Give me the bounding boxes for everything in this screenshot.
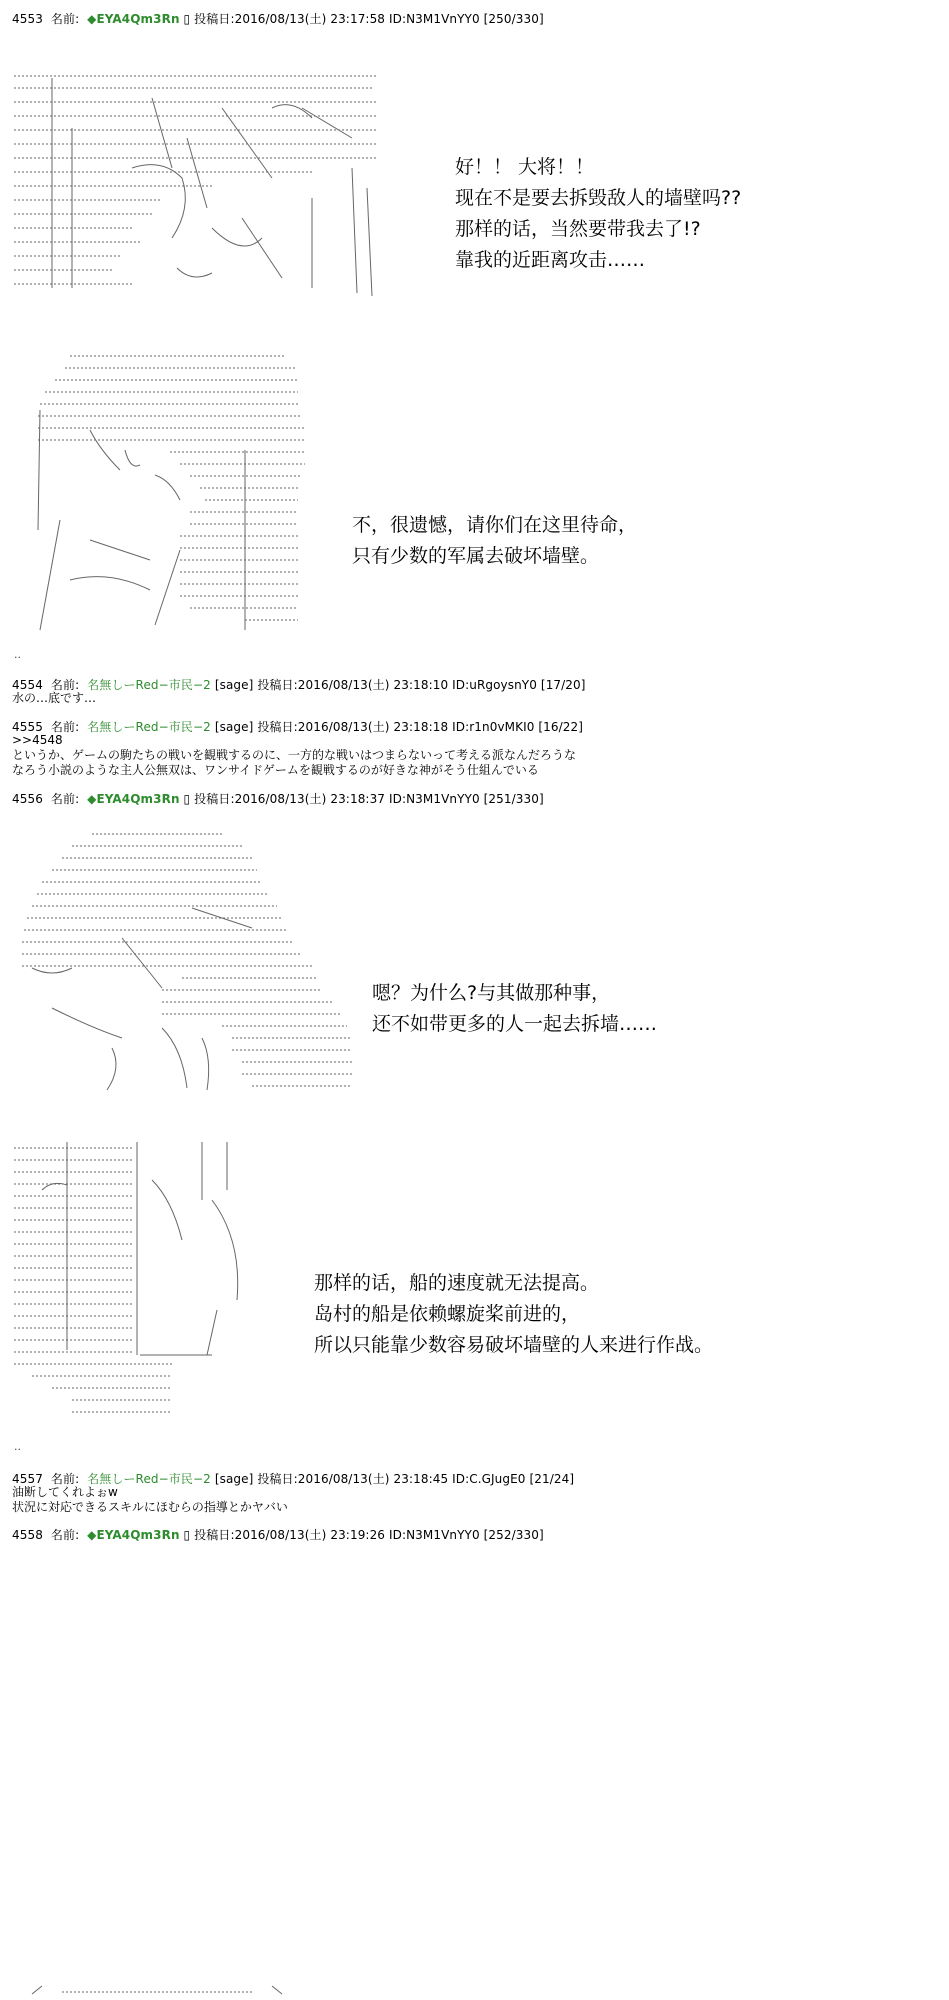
caption-4 — [314, 1268, 713, 1361]
post-header-4554 — [12, 676, 586, 693]
name-label: 名前: — [50, 1528, 80, 1542]
post-date: 投稿日:2016/08/13(土) 23:18:45 — [257, 1472, 449, 1486]
sage-tag: [sage] — [214, 678, 254, 692]
post-count: [252/330] — [483, 1528, 544, 1542]
caption-line: 现在不是要去拆毁敌人的墙壁吗?? — [455, 187, 742, 209]
reply-anchor-link[interactable]: >>4548 — [12, 733, 63, 747]
ascii-art-1 — [12, 68, 382, 308]
name-label: 名前: — [50, 720, 80, 734]
post-id[interactable]: ID:uRgoysnY0 — [452, 678, 537, 692]
post-line: 水の…底です… — [12, 691, 97, 705]
sage-tag: [sage] — [214, 720, 254, 734]
mail-icon[interactable]: ▯ — [183, 12, 191, 26]
separator-dots: .. — [14, 1440, 21, 1453]
caption-3 — [372, 978, 657, 1040]
mail-icon[interactable]: ▯ — [183, 792, 191, 806]
post-count: [21/24] — [529, 1472, 575, 1486]
post-header-4553 — [12, 10, 544, 27]
name-label: 名前: — [50, 1472, 80, 1486]
caption-line: 还不如带更多的人一起去拆墙…… — [372, 1013, 658, 1035]
caption-line: 岛村的船是依赖螺旋桨前进的， — [314, 1303, 581, 1325]
post-body-4557 — [12, 1485, 288, 1515]
ascii-art-3 — [12, 828, 362, 1098]
post-count: [17/20] — [540, 678, 586, 692]
ascii-art-2 — [30, 350, 310, 635]
post-count: [16/22] — [538, 720, 584, 734]
ascii-art-4 — [12, 1140, 272, 1425]
poster-name: 名無しーRed−市民−2 — [87, 1472, 211, 1486]
post-number[interactable]: 4553 — [12, 12, 43, 26]
name-label: 名前: — [50, 12, 80, 26]
post-id[interactable]: ID:N3M1VnYY0 — [388, 12, 480, 26]
post-header-4558 — [12, 1526, 544, 1543]
name-label: 名前: — [50, 678, 80, 692]
post-count: [251/330] — [483, 792, 544, 806]
post-date: 投稿日:2016/08/13(土) 23:18:18 — [257, 720, 449, 734]
post-line: というか、ゲームの駒たちの戦いを観戦するのに、一方的な戦いはつまらないって考える派なんだろうな — [12, 748, 577, 762]
caption-line: 那样的话，船的速度就无法提高。 — [314, 1272, 600, 1294]
sage-tag: [sage] — [214, 1472, 254, 1486]
post-number[interactable]: 4555 — [12, 720, 43, 734]
poster-name: 名無しーRed−市民−2 — [87, 720, 211, 734]
caption-line: 所以只能靠少数容易破坏墙壁的人来进行作战。 — [314, 1334, 714, 1356]
caption-2 — [352, 510, 637, 572]
post-line: 油断してくれよぉw — [12, 1485, 118, 1499]
caption-line: 嗯？为什么?与其做那种事， — [372, 982, 611, 1004]
post-date: 投稿日:2016/08/13(土) 23:19:26 — [194, 1528, 386, 1542]
post-body-4554 — [12, 691, 96, 706]
poster-name: 名無しーRed−市民−2 — [87, 678, 211, 692]
separator-dots: .. — [14, 648, 21, 661]
post-number[interactable]: 4557 — [12, 1472, 43, 1486]
caption-line: 不，很遗憾，请你们在这里待命， — [352, 514, 638, 536]
post-line: 状況に対応できるスキルにほむらの指導とかヤバい — [12, 1500, 288, 1514]
name-label: 名前: — [50, 792, 80, 806]
post-number[interactable]: 4558 — [12, 1528, 43, 1542]
post-header-4556 — [12, 790, 544, 807]
post-id[interactable]: ID:r1n0vMKI0 — [452, 720, 535, 734]
caption-line: 那样的话，当然要带我去了!? — [455, 218, 701, 240]
post-line: なろう小説のような主人公無双は、ワンサイドゲームを観戦するのが好きな神がそう仕組んでいる — [12, 763, 539, 777]
post-date: 投稿日:2016/08/13(土) 23:17:58 — [194, 12, 386, 26]
post-id[interactable]: ID:N3M1VnYY0 — [388, 792, 480, 806]
caption-line: 好！！ 大将！！ — [455, 156, 595, 178]
post-count: [250/330] — [483, 12, 544, 26]
post-id[interactable]: ID:N3M1VnYY0 — [388, 1528, 480, 1542]
mail-icon[interactable]: ▯ — [183, 1528, 191, 1542]
post-date: 投稿日:2016/08/13(土) 23:18:10 — [257, 678, 449, 692]
poster-trip: ◆EYA4Qm3Rn — [87, 1528, 180, 1542]
caption-line: 靠我的近距离攻击…… — [455, 249, 646, 271]
caption-line: 只有少数的军属去破坏墙壁。 — [352, 545, 600, 567]
caption-1 — [455, 152, 741, 276]
ascii-art-5 — [12, 1980, 312, 2000]
post-number[interactable]: 4554 — [12, 678, 43, 692]
post-date: 投稿日:2016/08/13(土) 23:18:37 — [194, 792, 386, 806]
poster-trip: ◆EYA4Qm3Rn — [87, 792, 180, 806]
post-id[interactable]: ID:C.GJugE0 — [452, 1472, 526, 1486]
post-number[interactable]: 4556 — [12, 792, 43, 806]
post-body-4555 — [12, 733, 576, 778]
poster-trip: ◆EYA4Qm3Rn — [87, 12, 180, 26]
